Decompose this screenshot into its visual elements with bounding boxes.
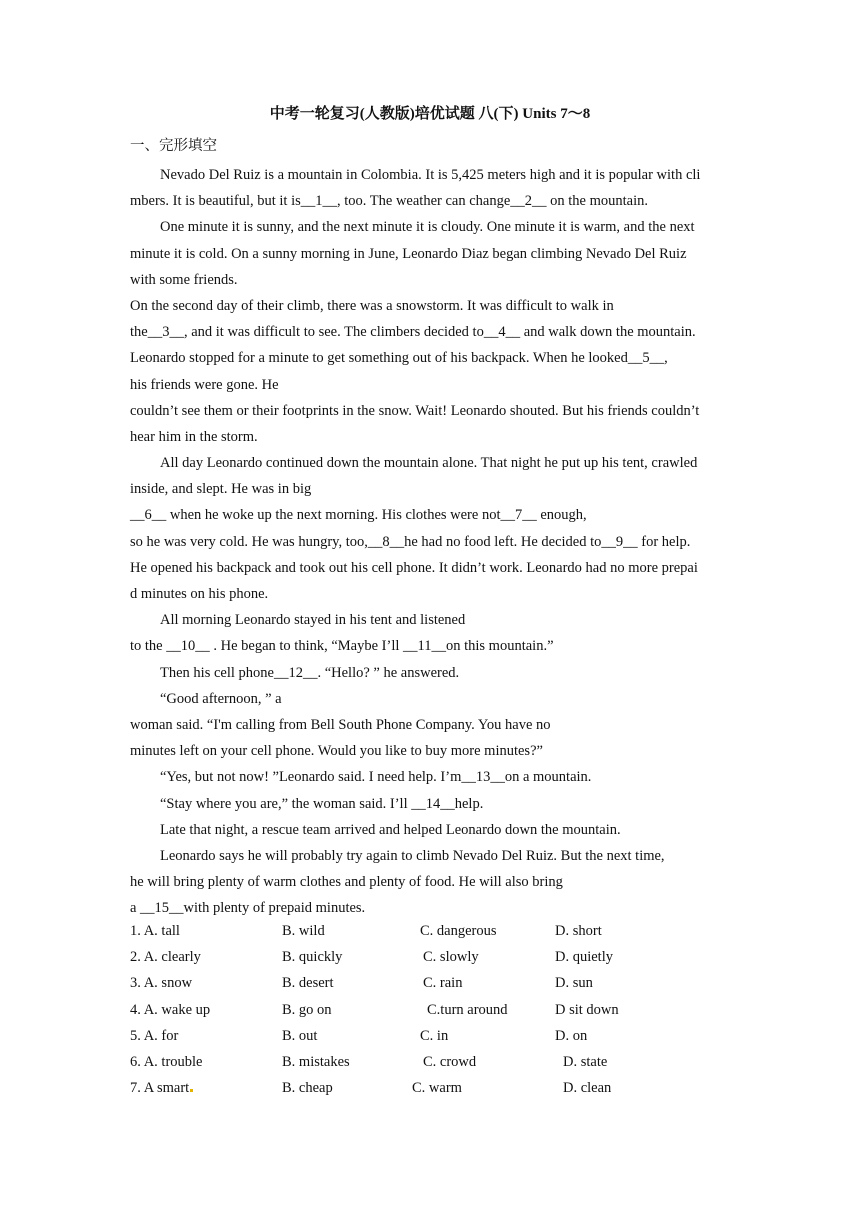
section-heading: 一、完形填空 bbox=[130, 138, 217, 154]
passage-line: a __15__with plenty of prepaid minutes. bbox=[130, 900, 366, 917]
passage-line: All day Leonardo continued down the mountain alone. That night he put up his tent, crawled bbox=[160, 455, 698, 472]
option-d: D. state bbox=[563, 1053, 608, 1070]
option-c: C. slowly bbox=[423, 949, 479, 966]
passage-line: Then his cell phone__12__. “Hello? ” he answered. bbox=[160, 664, 460, 681]
passage-line: he will bring plenty of warm clothes and plenty of food. He will also bring bbox=[130, 874, 563, 891]
passage-line: mbers. It is beautiful, but it is__1__, too. The weather can change__2__ on the mountain. bbox=[130, 193, 648, 210]
passage-line: his friends were gone. He bbox=[130, 376, 279, 393]
passage-line: “Stay where you are,” the woman said. I’ll __14__help. bbox=[160, 795, 484, 812]
option-b: B. out bbox=[282, 1027, 318, 1044]
option-c: C. dangerous bbox=[420, 923, 497, 939]
passage-line: with some friends. bbox=[130, 271, 238, 288]
marker-dot bbox=[190, 1089, 193, 1092]
passage-line: “Good afternoon, ” a bbox=[160, 690, 282, 707]
passage-line: Late that night, a rescue team arrived and helped Leonardo down the mountain. bbox=[160, 821, 621, 838]
passage-line: On the second day of their climb, there was a snowstorm. It was difficult to walk in bbox=[130, 297, 614, 314]
option-row bbox=[130, 1023, 730, 1049]
passage-line: d minutes on his phone. bbox=[130, 586, 269, 602]
passage-line: Leonardo stopped for a minute to get something out of his backpack. When he looked__5__, bbox=[130, 350, 668, 367]
passage-line: Leonardo says he will probably try again to climb Nevado Del Ruiz. But the next time, bbox=[160, 847, 665, 864]
option-a: 5. A. for bbox=[130, 1027, 179, 1044]
option-a: 7. A smart bbox=[130, 1075, 193, 1101]
option-b: B. quickly bbox=[282, 949, 343, 966]
option-b: B. desert bbox=[282, 975, 334, 992]
passage-line: so he was very cold. He was hungry, too,__8__he had no food left. He decided to__9__ for help. bbox=[130, 533, 691, 550]
document-title: 中考一轮复习(人教版)培优试题 八(下) Units 7～8 bbox=[269, 106, 591, 122]
option-a: 3. A. snow bbox=[130, 975, 193, 992]
option-d: D. short bbox=[555, 923, 602, 939]
passage-line: woman said. “I'm calling from Bell South Phone Company. You have no bbox=[130, 716, 551, 733]
passage-line: minute it is cold. On a sunny morning in June, Leonardo Diaz began climbing Nevado Del Ruiz bbox=[130, 245, 687, 262]
option-row bbox=[130, 1075, 730, 1101]
option-d: D sit down bbox=[555, 1001, 619, 1018]
passage-line: minutes left on your cell phone. Would you like to buy more minutes?” bbox=[130, 743, 543, 760]
option-a: 1. A. tall bbox=[130, 923, 180, 939]
passage-line: hear him in the storm. bbox=[130, 428, 258, 445]
option-d: D. clean bbox=[563, 1080, 612, 1097]
answer-options bbox=[130, 918, 730, 1101]
option-row bbox=[130, 997, 730, 1023]
option-b: B. go on bbox=[282, 1001, 332, 1018]
option-c: C. warm bbox=[412, 1080, 462, 1097]
option-a: 4. A. wake up bbox=[130, 1001, 211, 1018]
option-b: B. mistakes bbox=[282, 1053, 350, 1070]
passage-line: Nevado Del Ruiz is a mountain in Colombia. It is 5,425 meters high and it is popular with cli bbox=[160, 167, 701, 183]
option-d: D. sun bbox=[555, 975, 593, 992]
option-c: C. in bbox=[420, 1027, 449, 1044]
option-row bbox=[130, 918, 730, 944]
passage-line: couldn’t see them or their footprints in the snow. Wait! Leonardo shouted. But his friends couldn’t bbox=[130, 402, 700, 419]
passage-line: He opened his backpack and took out his cell phone. It didn’t work. Leonardo had no more prepai bbox=[130, 559, 698, 576]
option-row bbox=[130, 1049, 730, 1075]
passage-line: __6__ when he woke up the next morning. His clothes were not__7__ enough, bbox=[130, 507, 587, 524]
option-b: B. wild bbox=[282, 923, 325, 939]
passage-line: the__3__, and it was difficult to see. The climbers decided to__4__ and walk down the mountain. bbox=[130, 324, 696, 341]
option-b: B. cheap bbox=[282, 1080, 333, 1097]
passage-line: “Yes, but not now! ”Leonardo said. I need help. I’m__13__on a mountain. bbox=[160, 769, 592, 786]
passage bbox=[130, 162, 728, 921]
option-a: 2. A. clearly bbox=[130, 949, 201, 966]
passage-line: inside, and slept. He was in big bbox=[130, 481, 312, 498]
option-d: D. quietly bbox=[555, 949, 613, 966]
option-c: C. crowd bbox=[423, 1053, 477, 1070]
passage-line: to the __10__ . He began to think, “Maybe I’ll __11__on this mountain.” bbox=[130, 638, 554, 655]
option-row bbox=[130, 970, 730, 996]
option-c: C.turn around bbox=[427, 1001, 508, 1018]
option-a: 6. A. trouble bbox=[130, 1053, 203, 1070]
option-row bbox=[130, 944, 730, 970]
option-d: D. on bbox=[555, 1027, 588, 1044]
option-c: C. rain bbox=[423, 975, 463, 992]
passage-line: One minute it is sunny, and the next minute it is cloudy. One minute it is warm, and the next bbox=[160, 219, 695, 236]
passage-line: All morning Leonardo stayed in his tent and listened bbox=[160, 612, 466, 629]
